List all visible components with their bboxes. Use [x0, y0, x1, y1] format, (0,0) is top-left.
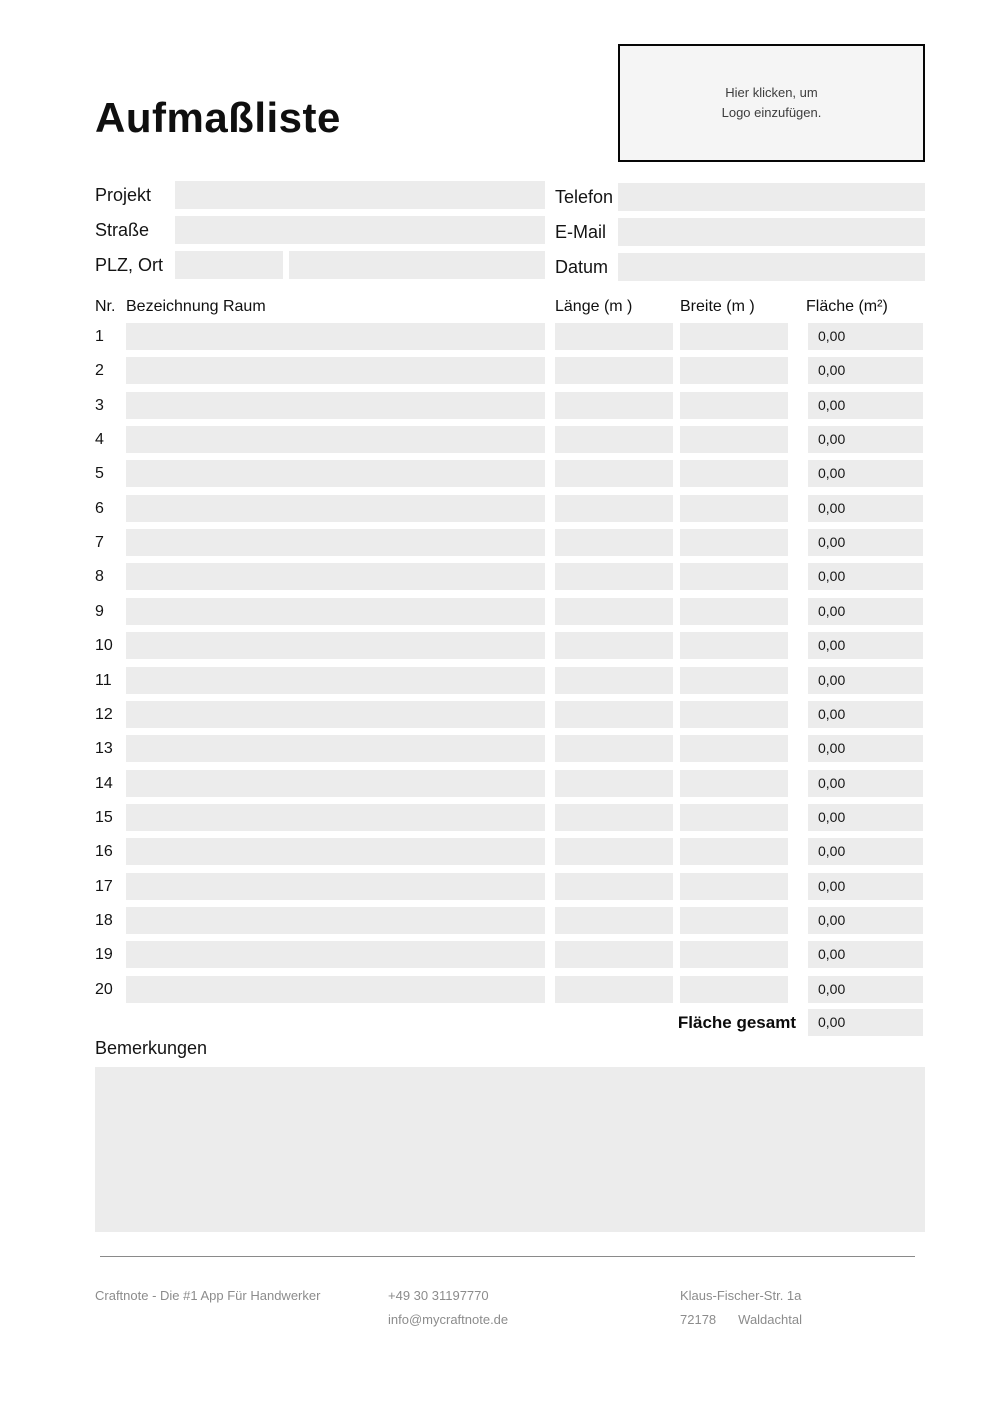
table-row — [0, 529, 992, 556]
plz-input[interactable] — [175, 251, 283, 279]
table-row — [0, 770, 992, 797]
table-row — [0, 323, 992, 350]
row-number: 1 — [95, 328, 104, 345]
breite-input[interactable] — [680, 941, 788, 968]
laenge-input[interactable] — [555, 460, 673, 487]
breite-input[interactable] — [680, 357, 788, 384]
laenge-input[interactable] — [555, 495, 673, 522]
col-header-nr: Nr. — [95, 298, 116, 315]
bezeichnung-raum-input[interactable] — [126, 598, 545, 625]
table-row — [0, 838, 992, 865]
flaeche-value: 0,00 — [808, 495, 923, 522]
flaeche-value: 0,00 — [808, 563, 923, 590]
row-number: 19 — [95, 946, 113, 964]
row-number: 5 — [95, 465, 104, 483]
flaeche-value: 0,00 — [808, 529, 923, 556]
bezeichnung-raum-input[interactable] — [126, 701, 545, 728]
bezeichnung-raum-input[interactable] — [126, 873, 545, 900]
breite-input[interactable] — [680, 976, 788, 1003]
flaeche-value: 0,00 — [808, 701, 923, 728]
breite-input[interactable] — [680, 632, 788, 659]
projekt-label: Projekt — [95, 185, 152, 205]
flaeche-gesamt-label: Fläche gesamt — [677, 1013, 796, 1032]
telefon-input[interactable] — [618, 183, 925, 211]
row-number: 9 — [95, 602, 104, 620]
laenge-input[interactable] — [555, 976, 673, 1003]
flaeche-value: 0,00 — [808, 392, 923, 419]
breite-input[interactable] — [680, 735, 788, 762]
col-header-laenge: Länge (m ) — [555, 298, 633, 315]
table-row — [0, 701, 992, 728]
footer-street: Klaus-Fischer-Str. 1a — [680, 1288, 802, 1303]
laenge-input[interactable] — [555, 701, 673, 728]
breite-input[interactable] — [680, 563, 788, 590]
bezeichnung-raum-input[interactable] — [126, 495, 545, 522]
bezeichnung-raum-input[interactable] — [126, 323, 545, 350]
flaeche-gesamt-value: 0,00 — [808, 1009, 923, 1036]
row-number: 11 — [95, 671, 112, 689]
row-number: 15 — [95, 808, 113, 826]
flaeche-value: 0,00 — [808, 838, 923, 865]
plz-ort-label: PLZ, Ort — [95, 255, 164, 275]
row-number: 13 — [95, 740, 113, 758]
row-number: 12 — [95, 705, 113, 723]
row-number: 8 — [95, 568, 104, 586]
breite-input[interactable] — [680, 323, 788, 350]
row-number: 7 — [95, 534, 104, 552]
flaeche-value: 0,00 — [808, 426, 923, 453]
row-number: 2 — [95, 362, 104, 380]
laenge-input[interactable] — [555, 735, 673, 762]
laenge-input[interactable] — [555, 632, 673, 659]
laenge-input[interactable] — [555, 426, 673, 453]
breite-input[interactable] — [680, 495, 788, 522]
table-row — [0, 357, 992, 384]
flaeche-value: 0,00 — [808, 598, 923, 625]
table-row — [0, 667, 992, 694]
breite-input[interactable] — [680, 460, 788, 487]
table-row — [0, 632, 992, 659]
breite-input[interactable] — [680, 873, 788, 900]
ort-input[interactable] — [289, 251, 545, 279]
logo-placeholder-text: Hier klicken, um Logo einzufügen. — [721, 84, 822, 120]
row-number: 10 — [95, 637, 113, 655]
footer-company: Craftnote - Die #1 App Für Handwerker — [95, 1288, 321, 1303]
flaeche-value: 0,00 — [808, 804, 923, 831]
row-number: 3 — [95, 396, 104, 414]
breite-input[interactable] — [680, 392, 788, 419]
laenge-input[interactable] — [555, 323, 673, 350]
breite-input[interactable] — [680, 804, 788, 831]
logo-upload-placeholder[interactable] — [618, 44, 925, 162]
laenge-input[interactable] — [555, 804, 673, 831]
bezeichnung-raum-input[interactable] — [126, 392, 545, 419]
breite-input[interactable] — [680, 701, 788, 728]
footer-zip-city — [680, 1312, 802, 1328]
bezeichnung-raum-input[interactable] — [126, 357, 545, 384]
table-row — [0, 495, 992, 522]
datum-label: Datum — [555, 257, 609, 277]
breite-input[interactable] — [680, 529, 788, 556]
bezeichnung-raum-input[interactable] — [126, 770, 545, 797]
table-row — [0, 907, 992, 934]
row-number: 4 — [95, 431, 104, 449]
flaeche-value: 0,00 — [808, 770, 923, 797]
flaeche-value: 0,00 — [808, 941, 923, 968]
laenge-input[interactable] — [555, 357, 673, 384]
datum-input[interactable] — [618, 253, 925, 281]
bezeichnung-raum-input[interactable] — [126, 941, 545, 968]
page-title: Aufmaßliste — [95, 94, 341, 141]
laenge-input[interactable] — [555, 770, 673, 797]
laenge-input[interactable] — [555, 529, 673, 556]
row-number: 17 — [95, 877, 113, 895]
laenge-input[interactable] — [555, 392, 673, 419]
row-number: 20 — [95, 980, 113, 998]
projekt-input[interactable] — [175, 181, 545, 209]
table-row — [0, 941, 992, 968]
row-number: 6 — [95, 499, 104, 517]
bezeichnung-raum-input[interactable] — [126, 907, 545, 934]
email-input[interactable] — [618, 218, 925, 246]
footer-phone: +49 30 31197770 — [388, 1288, 489, 1303]
breite-input[interactable] — [680, 770, 788, 797]
email-label: E-Mail — [555, 222, 607, 242]
table-row — [0, 976, 992, 1003]
breite-input[interactable] — [680, 667, 788, 694]
breite-input[interactable] — [680, 838, 788, 865]
col-header-flaeche: Fläche (m²) — [806, 298, 888, 315]
bezeichnung-raum-input[interactable] — [126, 735, 545, 762]
table-row — [0, 460, 992, 487]
bezeichnung-raum-input[interactable] — [126, 563, 545, 590]
footer-divider — [100, 1256, 915, 1257]
bezeichnung-raum-input[interactable] — [126, 667, 545, 694]
bezeichnung-raum-input[interactable] — [126, 804, 545, 831]
footer-city: Waldachtal — [738, 1312, 802, 1327]
laenge-input[interactable] — [555, 667, 673, 694]
flaeche-value: 0,00 — [808, 907, 923, 934]
laenge-input[interactable] — [555, 873, 673, 900]
row-number: 18 — [95, 911, 113, 929]
footer-email: info@mycraftnote.de — [388, 1312, 509, 1327]
bezeichnung-raum-input[interactable] — [126, 838, 545, 865]
table-row — [0, 735, 992, 762]
footer-zip: 72178 — [680, 1312, 717, 1327]
laenge-input[interactable] — [555, 941, 673, 968]
laenge-input[interactable] — [555, 838, 673, 865]
strasse-input[interactable] — [175, 216, 545, 244]
telefon-label: Telefon — [555, 187, 614, 207]
bezeichnung-raum-input[interactable] — [126, 460, 545, 487]
laenge-input[interactable] — [555, 563, 673, 590]
table-row — [0, 392, 992, 419]
flaeche-value: 0,00 — [808, 735, 923, 762]
flaeche-value: 0,00 — [808, 632, 923, 659]
table-row — [0, 804, 992, 831]
flaeche-value: 0,00 — [808, 667, 923, 694]
bezeichnung-raum-input[interactable] — [126, 632, 545, 659]
bezeichnung-raum-input[interactable] — [126, 976, 545, 1003]
flaeche-value: 0,00 — [808, 976, 923, 1003]
col-header-bezeichnung-raum: Bezeichnung Raum — [126, 298, 266, 315]
laenge-input[interactable] — [555, 907, 673, 934]
breite-input[interactable] — [680, 598, 788, 625]
flaeche-value: 0,00 — [808, 323, 923, 350]
table-row — [0, 426, 992, 453]
table-row — [0, 873, 992, 900]
bemerkungen-textarea[interactable] — [95, 1067, 925, 1232]
bezeichnung-raum-input[interactable] — [126, 426, 545, 453]
flaeche-value: 0,00 — [808, 460, 923, 487]
table-row — [0, 563, 992, 590]
flaeche-value: 0,00 — [808, 357, 923, 384]
table-row — [0, 598, 992, 625]
breite-input[interactable] — [680, 426, 788, 453]
strasse-label: Straße — [95, 220, 150, 240]
flaeche-value: 0,00 — [808, 873, 923, 900]
breite-input[interactable] — [680, 907, 788, 934]
bemerkungen-label: Bemerkungen — [95, 1038, 208, 1058]
col-header-breite: Breite (m ) — [680, 298, 755, 315]
row-number: 16 — [95, 843, 113, 861]
bezeichnung-raum-input[interactable] — [126, 529, 545, 556]
measurement-table — [0, 323, 992, 1004]
row-number: 14 — [95, 774, 113, 792]
laenge-input[interactable] — [555, 598, 673, 625]
